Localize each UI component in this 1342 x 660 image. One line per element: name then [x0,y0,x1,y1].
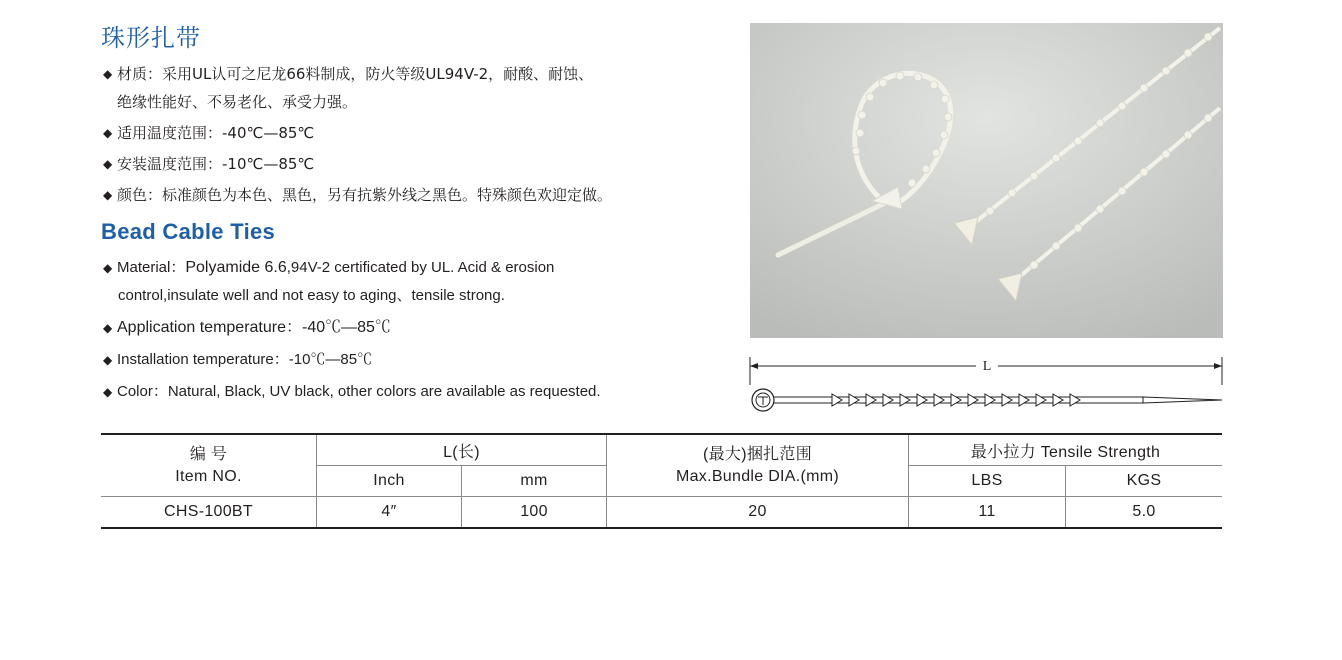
feature-material-en [103,254,733,282]
cell-item: CHS-100BT [101,497,317,529]
spec-table [101,433,1222,529]
header-label-en: Item NO. [175,467,242,485]
diamond-bullet-icon: ◆ [103,126,113,140]
feature-text: 适用温度范围：-40℃—85℃ [117,124,315,142]
feature-text: 颜色：标准颜色为本色、黑色，另有抗紫外线之黑色。特殊颜色欢迎定做。 [117,186,613,204]
diamond-bullet-icon: ◆ [103,188,113,202]
diamond-bullet-icon: ◆ [103,385,113,399]
header-length: L(长) [317,434,607,466]
features-en [103,254,733,406]
feature-color-en [103,378,733,406]
header-tensile: 最小拉力 Tensile Strength [909,434,1223,466]
header-mm: mm [462,466,607,497]
header-inch: Inch [317,466,462,497]
header-lbs: LBS [909,466,1066,497]
product-photo [750,23,1223,338]
cell-lbs: 11 [909,497,1066,529]
table-row [101,497,1222,529]
feature-application-temp-cn [103,119,733,147]
header-label-cn: (最大)捆扎范围 [702,445,813,463]
page-title-cn: 珠形扎带 [101,24,201,52]
feature-material-cn [103,60,733,116]
header-kgs: KGS [1066,466,1223,497]
header-label-cn: 编 号 [189,445,228,463]
cell-mm: 100 [462,497,607,529]
bead-cable-tie-illustration [750,23,1223,338]
diamond-bullet-icon: ◆ [103,157,113,171]
feature-text: Installation temperature：-10℃—85℃ [117,351,373,368]
feature-install-temp-cn [103,150,733,178]
header-label-en: Max.Bundle DIA.(mm) [675,467,840,485]
feature-application-temp-en [103,314,733,342]
cell-inch: 4″ [317,497,462,529]
length-label: L [982,359,992,374]
feature-text: Application temperature：-40℃—85℃ [117,319,391,336]
features-cn [103,60,733,209]
feature-text: 绝缘性能好、不易老化、承受力强。 [117,93,358,111]
diamond-bullet-icon: ◆ [103,67,113,81]
cell-bundle: 20 [607,497,909,529]
cell-kgs: 5.0 [1066,497,1223,529]
feature-text: 安装温度范围：-10℃—85℃ [117,155,315,173]
header-item-no [101,434,317,497]
diamond-bullet-icon: ◆ [103,353,113,367]
feature-text: Polyamide 6.6 [185,259,287,276]
feature-color-cn [103,181,733,209]
feature-text: Color：Natural, Black, UV black, other colors are available as requested. [117,383,601,400]
length-diagram [748,355,1224,415]
feature-text: ,94V-2 certificated by UL. Acid & erosion [286,259,555,276]
header-bundle-dia [607,434,909,497]
feature-text: 材质：采用UL认可之尼龙66料制成，防火等级UL94V-2，耐酸、耐蚀、 [117,65,594,83]
cable-tie-dimension-drawing [748,355,1224,415]
diamond-bullet-icon: ◆ [103,321,113,335]
diamond-bullet-icon: ◆ [103,261,113,275]
feature-install-temp-en [103,346,733,374]
table-header-row [101,434,1222,466]
page-title-en: Bead Cable Ties [101,219,276,244]
feature-label: Material： [117,259,186,276]
feature-text: control,insulate well and not easy to aging、tensile strong. [118,287,505,304]
